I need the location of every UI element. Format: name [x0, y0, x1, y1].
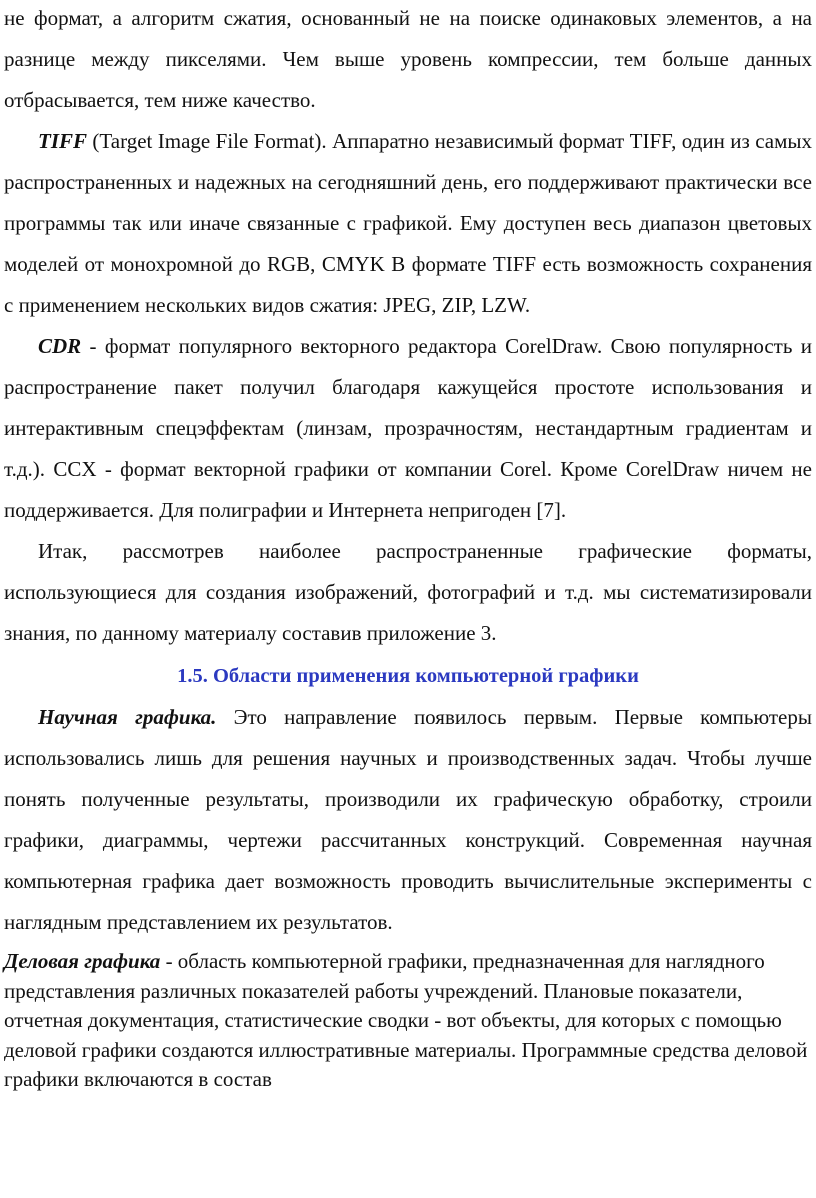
term-business-graphics: Деловая графика	[4, 949, 161, 973]
paragraph-business-graphics	[4, 947, 812, 1095]
paragraph-cdr	[4, 326, 812, 531]
paragraph-text: Итак, рассмотрев наиболее распространенные графические форматы, использующиеся для создания изображений, фотографий и т.д. мы систематизировали знания, по данному материалу составив приложение 3.	[4, 539, 812, 645]
term-tiff: TIFF	[38, 129, 88, 153]
section-heading: 1.5. Области применения компьютерной графики	[177, 665, 639, 687]
paragraph-jpeg-continuation	[4, 0, 812, 121]
term-scientific-graphics: Научная графика.	[38, 705, 217, 729]
paragraph-text: Это направление появилось первым. Первые компьютеры использовались лишь для решения научных и производственных задач. Чтобы лучше понять полученные результаты, производили их графическую обработку, строили графики, диаграммы, чертежи рассчитанных конструкций. Современная научная компьютерная графика дает возможность проводить вычислительные эксперименты с наглядным представлением их результатов.	[4, 705, 812, 934]
paragraph-tiff	[4, 121, 812, 326]
paragraph-text: (Target Image File Format). Аппаратно независимый формат TIFF, один из самых распространенных и надежных на сегодняшний день, его поддерживают практически все программы так или иначе связанные с графикой. Ему доступен весь диапазон цветовых моделей от монохромной до RGB, CMYK В формате TIFF есть возможность сохранения с применением нескольких видов сжатия: JPEG, ZIP, LZW.	[4, 129, 812, 317]
paragraph-text: - формат популярного векторного редактора CorelDraw. Свою популярность и распространение пакет получил благодаря кажущейся простоте использования и интерактивным спецэффектам (линзам, прозрачностям, нестандартным градиентам и т.д.). CCX - формат векторной графики от компании Corel. Кроме CorelDraw ничем не поддерживается. Для полиграфии и Интернета непригоден [7].	[4, 334, 812, 522]
paragraph-summary	[4, 531, 812, 654]
paragraph-scientific-graphics	[4, 697, 812, 943]
term-cdr: CDR	[38, 334, 82, 358]
paragraph-text: - область компьютерной графики, предназначенная для наглядного представления различных показателей работы учреждений. Плановые показатели, отчетная документация, статистические сводки - вот объекты, для которых с помощью деловой графики создаются иллюстративные материалы. Программные средства деловой графики включаются в состав	[4, 949, 808, 1091]
paragraph-text: не формат, а алгоритм сжатия, основанный не на поиске одинаковых элементов, а на разнице между пикселями. Чем выше уровень компрессии, тем больше данных отбрасывается, тем ниже качество.	[4, 6, 812, 112]
